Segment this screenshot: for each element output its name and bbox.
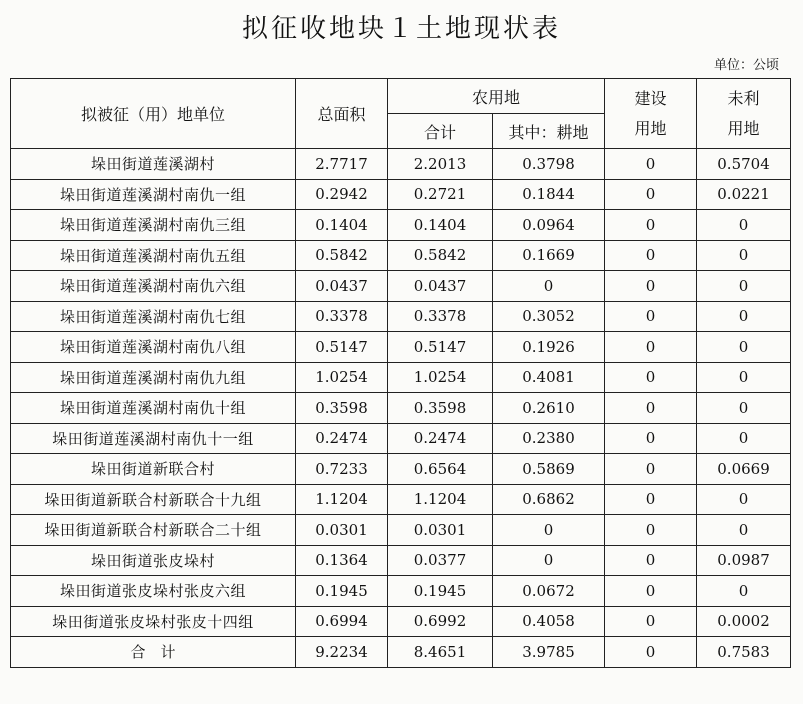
unused-cell: 0.0002 — [697, 606, 791, 637]
construction-cell: 0 — [605, 484, 697, 515]
unit-name-cell: 垛田街道莲溪湖村南仇八组 — [11, 332, 296, 363]
farmland-cell: 0.5869 — [493, 454, 605, 485]
farmland-cell: 0.3052 — [493, 301, 605, 332]
table-row — [11, 484, 791, 515]
total-area-cell: 0.1364 — [296, 545, 388, 576]
agri-sum-cell: 0.5842 — [388, 240, 493, 271]
construction-cell: 0 — [605, 515, 697, 546]
agri-sum-cell: 0.0437 — [388, 271, 493, 302]
unit-name-cell: 垛田街道莲溪湖村南仇十组 — [11, 393, 296, 424]
unused-cell: 0 — [697, 210, 791, 241]
unit-name-cell: 垛田街道新联合村新联合十九组 — [11, 484, 296, 515]
farmland-cell: 0.0672 — [493, 576, 605, 607]
agri-sum-cell: 0.3378 — [388, 301, 493, 332]
farmland-cell: 0.0964 — [493, 210, 605, 241]
total-farmland-cell: 3.9785 — [493, 637, 605, 668]
total-area-cell: 0.2474 — [296, 423, 388, 454]
construction-cell: 0 — [605, 179, 697, 210]
agri-sum-cell: 0.0301 — [388, 515, 493, 546]
total-row — [11, 637, 791, 668]
farmland-cell: 0 — [493, 515, 605, 546]
table-row — [11, 210, 791, 241]
unit-name-cell: 垛田街道新联合村新联合二十组 — [11, 515, 296, 546]
table-row — [11, 576, 791, 607]
farmland-cell: 0.4058 — [493, 606, 605, 637]
agri-sum-cell: 1.1204 — [388, 484, 493, 515]
table-row — [11, 301, 791, 332]
table-row — [11, 423, 791, 454]
total-area-cell: 2.7717 — [296, 149, 388, 180]
total-area-cell: 0.1404 — [296, 210, 388, 241]
total-area-cell: 0.0301 — [296, 515, 388, 546]
total-area-cell: 0.5147 — [296, 332, 388, 363]
unit-name-cell: 垛田街道莲溪湖村 — [11, 149, 296, 180]
header-construction-label: 建设 用地 — [634, 88, 667, 138]
unit-name-cell: 垛田街道莲溪湖村南仇六组 — [11, 271, 296, 302]
agri-sum-cell: 0.5147 — [388, 332, 493, 363]
agri-sum-cell: 1.0254 — [388, 362, 493, 393]
unused-cell: 0.0221 — [697, 179, 791, 210]
table-body — [11, 149, 791, 668]
unused-cell: 0 — [697, 362, 791, 393]
unused-cell: 0 — [697, 393, 791, 424]
total-area-cell: 0.5842 — [296, 240, 388, 271]
total-area-cell: 0.3598 — [296, 393, 388, 424]
unit-name-cell: 垛田街道张皮垛村 — [11, 545, 296, 576]
header-total-area: 总面积 — [296, 79, 388, 149]
unit-name-cell: 垛田街道莲溪湖村南仇一组 — [11, 179, 296, 210]
construction-cell: 0 — [605, 332, 697, 363]
construction-cell: 0 — [605, 576, 697, 607]
total-construction-cell: 0 — [605, 637, 697, 668]
total-area-cell: 0.3378 — [296, 301, 388, 332]
unused-cell: 0 — [697, 240, 791, 271]
header-unused — [697, 79, 791, 149]
construction-cell: 0 — [605, 606, 697, 637]
unused-cell: 0 — [697, 484, 791, 515]
construction-cell: 0 — [605, 149, 697, 180]
unused-cell: 0 — [697, 515, 791, 546]
construction-cell: 0 — [605, 393, 697, 424]
unused-cell: 0.0669 — [697, 454, 791, 485]
table-row — [11, 149, 791, 180]
farmland-cell: 0.1669 — [493, 240, 605, 271]
table-row — [11, 332, 791, 363]
header-agri-sum: 合计 — [388, 114, 493, 149]
table-row — [11, 545, 791, 576]
unused-cell: 0.0987 — [697, 545, 791, 576]
land-status-table — [10, 78, 791, 668]
total-area-cell: 0.1945 — [296, 576, 388, 607]
table-row — [11, 179, 791, 210]
unused-cell: 0 — [697, 301, 791, 332]
farmland-cell: 0.2380 — [493, 423, 605, 454]
unit-name-cell: 垛田街道莲溪湖村南仇三组 — [11, 210, 296, 241]
header-agri-farmland: 其中：耕地 — [493, 114, 605, 149]
agri-sum-cell: 0.1404 — [388, 210, 493, 241]
construction-cell: 0 — [605, 454, 697, 485]
construction-cell: 0 — [605, 210, 697, 241]
table-row — [11, 454, 791, 485]
total-area-cell: 1.1204 — [296, 484, 388, 515]
unused-cell: 0 — [697, 332, 791, 363]
agri-sum-cell: 0.1945 — [388, 576, 493, 607]
unit-name-cell: 垛田街道莲溪湖村南仇十一组 — [11, 423, 296, 454]
table-row — [11, 240, 791, 271]
farmland-cell: 0.2610 — [493, 393, 605, 424]
table-row — [11, 362, 791, 393]
agri-sum-cell: 0.2721 — [388, 179, 493, 210]
total-area-cell: 0.2942 — [296, 179, 388, 210]
unit-name-cell: 垛田街道张皮垛村张皮十四组 — [11, 606, 296, 637]
unit-name-cell: 垛田街道新联合村 — [11, 454, 296, 485]
construction-cell: 0 — [605, 240, 697, 271]
header-agri: 农用地 — [388, 79, 605, 114]
unused-cell: 0 — [697, 271, 791, 302]
farmland-cell: 0.3798 — [493, 149, 605, 180]
construction-cell: 0 — [605, 271, 697, 302]
construction-cell: 0 — [605, 362, 697, 393]
farmland-cell: 0 — [493, 271, 605, 302]
farmland-cell: 0.1844 — [493, 179, 605, 210]
agri-sum-cell: 0.2474 — [388, 423, 493, 454]
header-unused-label: 未利 用地 — [727, 88, 760, 138]
agri-sum-cell: 0.3598 — [388, 393, 493, 424]
farmland-cell: 0.6862 — [493, 484, 605, 515]
total-total-area-cell: 9.2234 — [296, 637, 388, 668]
unit-name-cell: 垛田街道莲溪湖村南仇七组 — [11, 301, 296, 332]
table-row — [11, 515, 791, 546]
farmland-cell: 0.4081 — [493, 362, 605, 393]
unused-cell: 0 — [697, 423, 791, 454]
header-construction — [605, 79, 697, 149]
construction-cell: 0 — [605, 301, 697, 332]
total-unused-cell: 0.7583 — [697, 637, 791, 668]
unit-name-cell: 垛田街道莲溪湖村南仇五组 — [11, 240, 296, 271]
page-title: 拟征收地块１土地现状表 — [241, 14, 561, 44]
farmland-cell: 0 — [493, 545, 605, 576]
unused-cell: 0.5704 — [697, 149, 791, 180]
unit-label: 单位：公顷 — [713, 58, 779, 73]
header-unit: 拟被征（用）地单位 — [11, 79, 296, 149]
total-area-cell: 0.6994 — [296, 606, 388, 637]
total-agri-sum-cell: 8.4651 — [388, 637, 493, 668]
table-row — [11, 393, 791, 424]
total-area-cell: 1.0254 — [296, 362, 388, 393]
unit-name-cell: 垛田街道莲溪湖村南仇九组 — [11, 362, 296, 393]
unit-name-cell: 垛田街道张皮垛村张皮六组 — [11, 576, 296, 607]
agri-sum-cell: 0.6564 — [388, 454, 493, 485]
total-area-cell: 0.0437 — [296, 271, 388, 302]
total-unit-name-cell: 合 计 — [11, 637, 296, 668]
farmland-cell: 0.1926 — [493, 332, 605, 363]
total-area-cell: 0.7233 — [296, 454, 388, 485]
construction-cell: 0 — [605, 423, 697, 454]
construction-cell: 0 — [605, 545, 697, 576]
agri-sum-cell: 2.2013 — [388, 149, 493, 180]
table-row — [11, 271, 791, 302]
table-row — [11, 606, 791, 637]
agri-sum-cell: 0.0377 — [388, 545, 493, 576]
agri-sum-cell: 0.6992 — [388, 606, 493, 637]
unused-cell: 0 — [697, 576, 791, 607]
